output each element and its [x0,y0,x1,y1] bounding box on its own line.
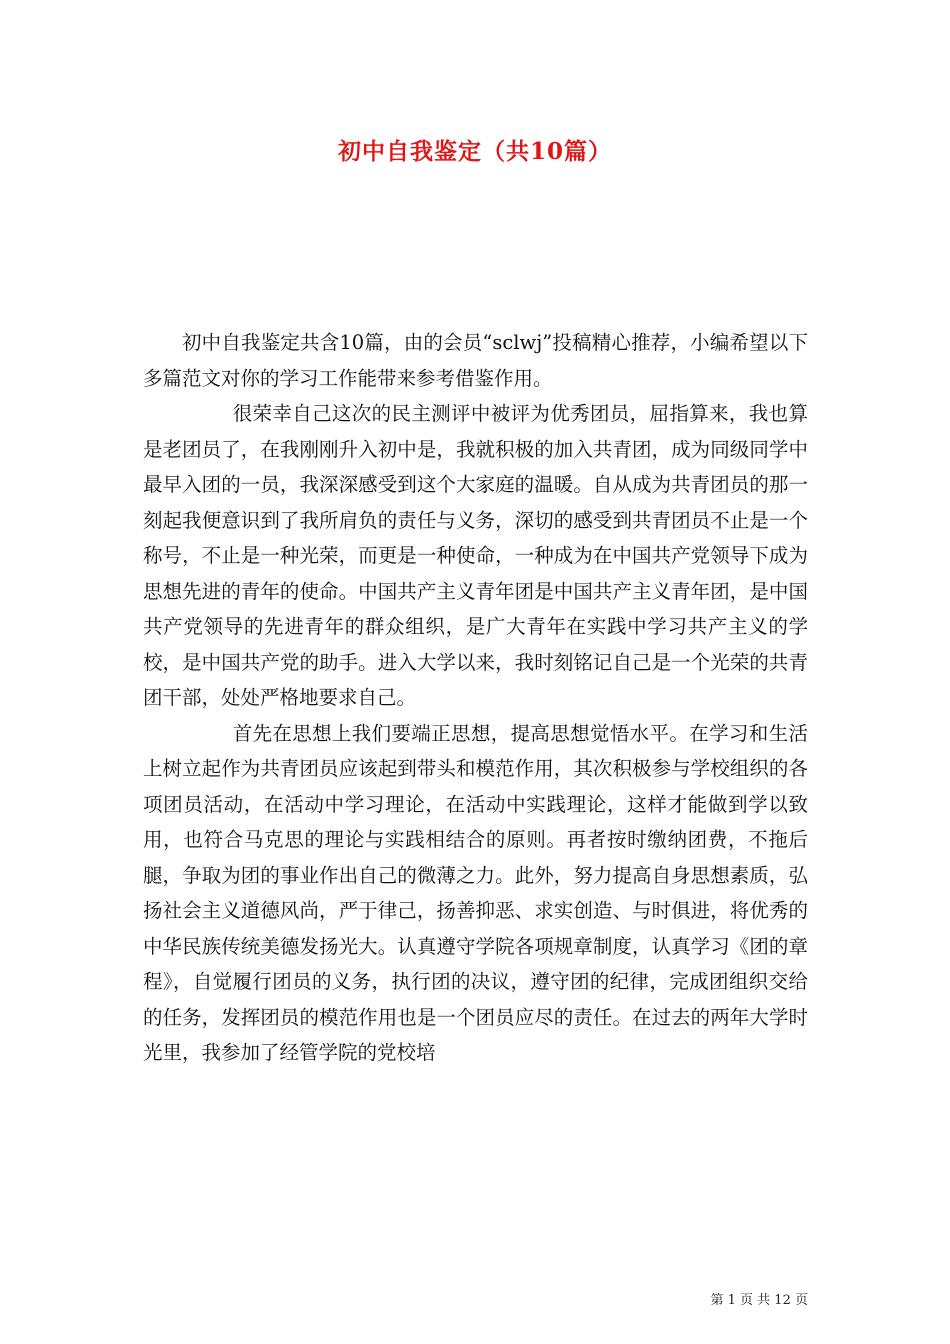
footer-middle: 页 共 [740,1293,771,1308]
footer-suffix: 页 [794,1293,808,1308]
body-paragraph: 很荣幸自己这次的民主测评中被评为优秀团员，屈指算来，我也算是老团员了，在我刚刚升入初中是，我就积极的加入共青团，成为同级同学中最早入团的一员，我深深感受到这个大家庭的温暖。自从成为共青团员的那一刻起我便意识到了我所肩负的责任与义务，深切的感受到共青团员不止是一个称号，不止是一种光荣，而更是一种使命，一种成为在中国共产党领导下成为思想先进的青年的使命。中国共产主义青年团是中国共产主义青年团，是中国共产党领导的先进青年的群众组织，是广大青年在实践中学习共产主义的学校，是中国共产党的助手。进入大学以来，我时刻铭记自己是一个光荣的共青团干部，处处严格地要求自己。 [143,402,808,709]
document-body [143,325,808,1071]
body-paragraph: 首先在思想上我们要端正思想，提高思想觉悟水平。在学习和生活上树立起作为共青团员应该起到带头和模范作用，其次积极参与学校组织的各项团员活动，在活动中学习理论，在活动中实践理论，这样才能做到学以致用，也符合马克思的理论与实践相结合的原则。再者按时缴纳团费，不拖后腿，争取为团的事业作出自己的微薄之力。此外，努力提高自身思想素质，弘扬社会主义道德风尚，严于律己，扬善抑恶、求实创造、与时俱进，将优秀的中华民族传统美德发扬光大。认真遵守学院各项规章制度，认真学习《团的章程》，自觉履行团员的义务，执行团的决议，遵守团的纪律，完成团组织交给的任务，发挥团员的模范作用也是一个团员应尽的责任。在过去的两年大学时光里，我参加了经管学院的党校培 [143,721,808,1064]
document-title: 初中自我鉴定（共10篇） [337,138,612,165]
footer-prefix: 第 [710,1293,724,1308]
footer-page-total: 12 [774,1293,791,1308]
page-number-footer [710,1289,808,1308]
intro-paragraph: 初中自我鉴定共含10篇，由的会员“sclwj”投稿精心推荐，小编希望以下多篇范文对你的学习工作能带来参考借鉴作用。 [143,331,808,390]
footer-page-current: 1 [727,1293,736,1308]
